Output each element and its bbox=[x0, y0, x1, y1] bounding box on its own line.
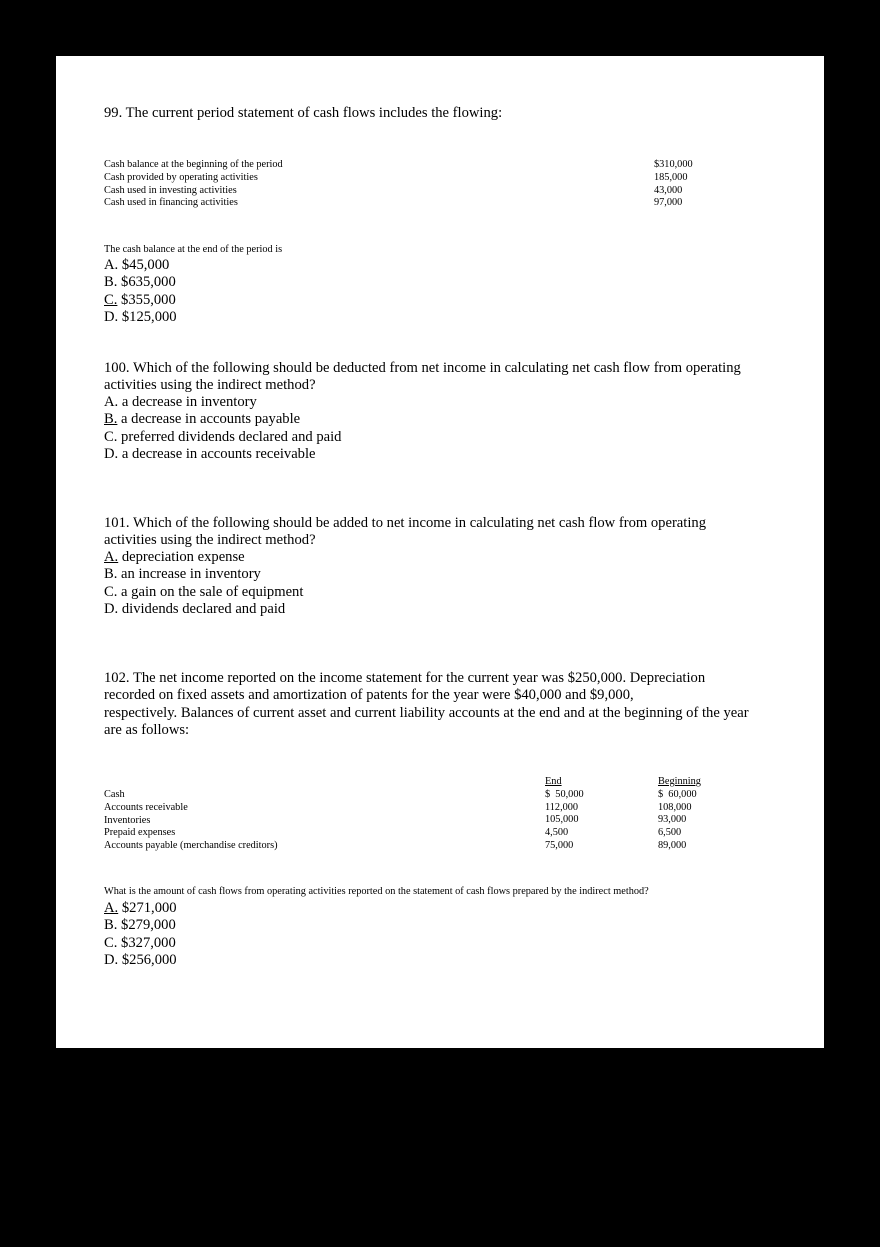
table-row-label: Cash bbox=[104, 789, 125, 800]
table-row-value: $310,000 bbox=[654, 159, 693, 170]
option-a-correct: A. $271,000 bbox=[104, 900, 177, 916]
q102-options bbox=[104, 900, 177, 970]
q99-options bbox=[104, 257, 177, 327]
table-cell: 105,000 bbox=[545, 814, 579, 826]
column-header-beginning: Beginning bbox=[658, 776, 701, 787]
question-text: Which of the following should be added to net income in calculating net cash flow from operating activities using the indirect method? bbox=[104, 515, 706, 549]
correct-answer-marker: B. bbox=[104, 411, 118, 428]
option-d: D. dividends declared and paid bbox=[104, 601, 286, 618]
option-a: A. a decrease in inventory bbox=[104, 394, 257, 410]
table-row-label: Accounts payable (merchandise creditors) bbox=[104, 840, 278, 852]
q99-prompt: The cash balance at the end of the period is bbox=[104, 244, 283, 255]
question-102-stem bbox=[104, 670, 749, 739]
table-row-label: Accounts receivable bbox=[104, 801, 188, 813]
question-100-stem bbox=[104, 360, 774, 395]
table-cell: $ 50,000 bbox=[545, 788, 584, 800]
option-b: B. $279,000 bbox=[104, 917, 176, 934]
table-cell: 93,000 bbox=[658, 814, 687, 826]
option-c-correct: C. $355,000 bbox=[104, 291, 176, 308]
option-d: D. $125,000 bbox=[104, 309, 177, 326]
table-row-label: Cash used in investing activities bbox=[104, 184, 237, 196]
table-row-label: Cash used in financing activities bbox=[104, 197, 238, 209]
question-text: The current period statement of cash flows includes the flowing: bbox=[125, 105, 503, 121]
option-d: D. a decrease in accounts receivable bbox=[104, 446, 316, 463]
q102-table-labels bbox=[104, 789, 278, 853]
q102-prompt: What is the amount of cash flows from operating activities reported on the statement of cash flows prepared by the indirect method? bbox=[104, 886, 649, 897]
table-cell: 108,000 bbox=[658, 801, 692, 813]
q102-table-beginning-column bbox=[658, 776, 701, 853]
question-text-line: 102. The net income reported on the income statement for the current year was $250,000. Depreciation bbox=[104, 670, 706, 686]
option-b: B. an increase in inventory bbox=[104, 566, 261, 583]
option-b-correct: B. a decrease in accounts payable bbox=[104, 411, 301, 428]
option-b: B. $635,000 bbox=[104, 274, 176, 291]
q100-options bbox=[104, 394, 341, 464]
table-cell: 75,000 bbox=[545, 839, 574, 851]
table-cell: 6,500 bbox=[658, 827, 682, 839]
option-a-correct: A. depreciation expense bbox=[104, 549, 245, 565]
table-cell: 4,500 bbox=[545, 827, 569, 839]
option-a: A. $45,000 bbox=[104, 257, 170, 273]
option-c: C. preferred dividends declared and paid bbox=[104, 428, 342, 445]
table-row-label: Cash provided by operating activities bbox=[104, 171, 258, 183]
table-row-label: Prepaid expenses bbox=[104, 827, 176, 839]
correct-answer-marker: A. bbox=[104, 549, 119, 565]
option-d: D. $256,000 bbox=[104, 952, 177, 969]
q99-table-labels bbox=[104, 159, 283, 210]
question-number: 100. bbox=[104, 360, 130, 376]
table-row-label: Cash balance at the beginning of the period bbox=[104, 159, 283, 170]
table-row-value: 97,000 bbox=[654, 197, 683, 209]
q101-options bbox=[104, 549, 303, 619]
correct-answer-marker: C. bbox=[104, 291, 118, 308]
question-number: 101. bbox=[104, 515, 130, 531]
correct-answer-marker: A. bbox=[104, 900, 119, 916]
question-101-stem bbox=[104, 515, 744, 550]
question-text-line: are as follows: bbox=[104, 721, 190, 738]
document-page bbox=[56, 56, 824, 1048]
question-number: 99. bbox=[104, 105, 123, 121]
table-row-value: 185,000 bbox=[654, 171, 688, 183]
question-99-stem bbox=[104, 105, 502, 122]
table-cell: 112,000 bbox=[545, 801, 579, 813]
question-text-line: respectively. Balances of current asset and current liability accounts at the end and at the beginning of the year bbox=[104, 704, 749, 721]
question-number: 102. bbox=[104, 670, 130, 686]
option-c: C. a gain on the sale of equipment bbox=[104, 583, 304, 600]
table-cell: 89,000 bbox=[658, 839, 687, 851]
q99-table-values bbox=[654, 159, 693, 210]
table-row-value: 43,000 bbox=[654, 184, 683, 196]
question-text: Which of the following should be deducted from net income in calculating net cash flow from operating activities using the indirect method? bbox=[104, 360, 741, 394]
q102-table-end-column bbox=[545, 776, 584, 853]
table-row-label: Inventories bbox=[104, 814, 151, 826]
table-cell: $ 60,000 bbox=[658, 788, 697, 800]
option-c: C. $327,000 bbox=[104, 934, 176, 951]
question-text-line: recorded on fixed assets and amortization of patents for the year were $40,000 and $9,000, bbox=[104, 687, 634, 704]
column-header-end: End bbox=[545, 776, 562, 787]
